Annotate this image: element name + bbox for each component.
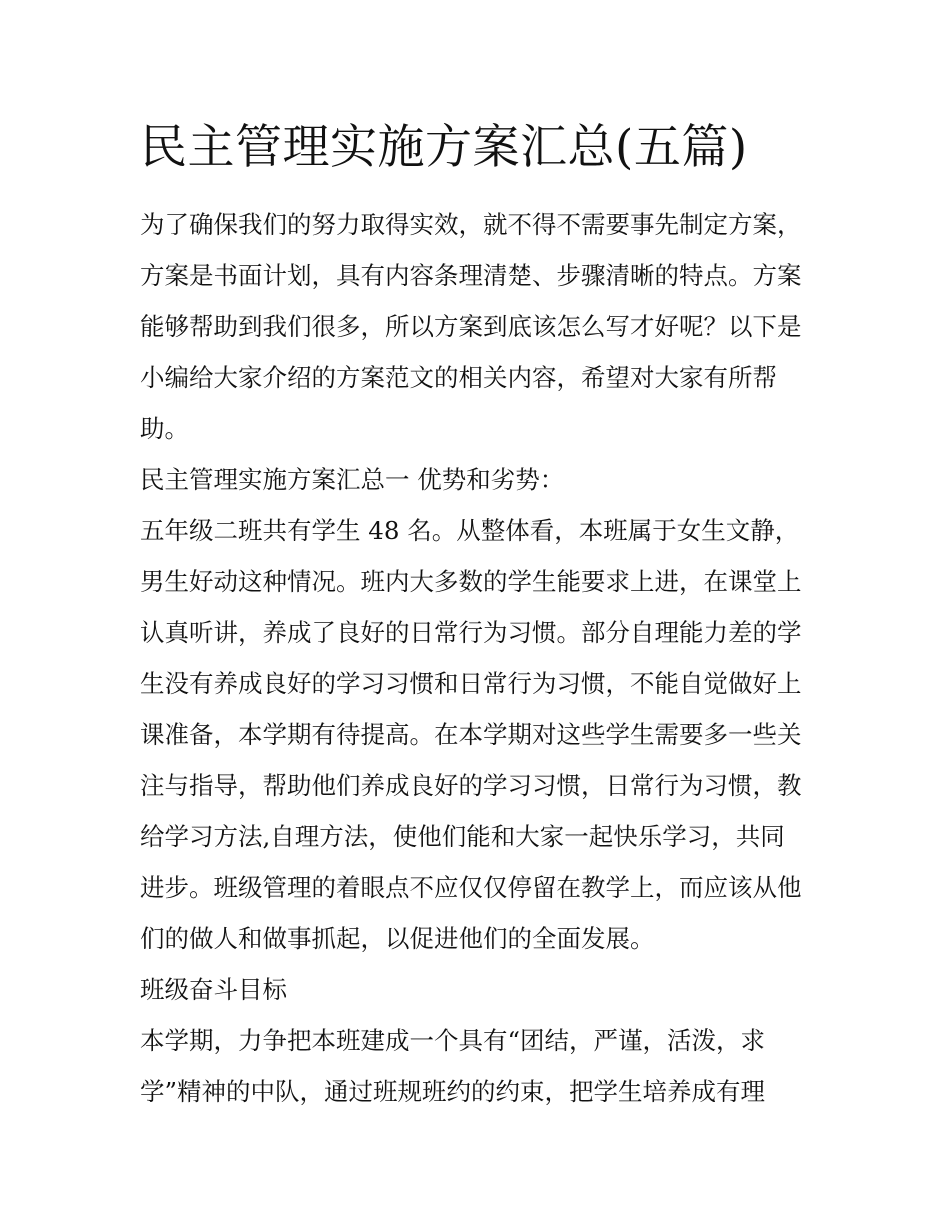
text-line: 给学习方法,自理方法，使他们能和大家一起快乐学习，共同 — [140, 822, 785, 851]
text-line: 课准备，本学期有待提高。在本学期对这些学生需要多一些关 — [140, 720, 802, 749]
text-line: 能够帮助到我们很多，所以方案到底该怎么写才好呢？以下是 — [140, 312, 802, 341]
text-line: 进步。班级管理的着眼点不应仅仅停留在教学上，而应该从他 — [140, 873, 802, 902]
text-line: 学”精神的中队，通过班规班约的约束，把学生培养成有理 — [140, 1077, 766, 1106]
section-heading: 班级奋斗目标 — [140, 975, 287, 1004]
text-line: 生没有养成良好的学习习惯和日常行为习惯，不能自觉做好上 — [140, 669, 802, 698]
document-body — [140, 199, 830, 1117]
text-line: 方案是书面计划，具有内容条理清楚、步骤清晰的特点。方案 — [140, 261, 802, 290]
text-line: 们的做人和做事抓起，以促进他们的全面发展。 — [140, 924, 655, 953]
text-line: 助。 — [140, 414, 189, 443]
text-line: 注与指导，帮助他们养成良好的学习习惯，日常行为习惯，教 — [140, 771, 802, 800]
text-line: 小编给大家介绍的方案范文的相关内容，希望对大家有所帮 — [140, 363, 777, 392]
text-line: 为了确保我们的努力取得实效，就不得不需要事先制定方案， — [140, 210, 802, 239]
text-line: 本学期，力争把本班建成一个具有“团结，严谨，活泼，求 — [140, 1026, 766, 1055]
section-heading: 民主管理实施方案汇总一 优势和劣势： — [140, 465, 565, 494]
text-line: 男生好动这种情况。班内大多数的学生能要求上进，在课堂上 — [140, 567, 802, 596]
text-line: 五年级二班共有学生 48 名。从整体看，本班属于女生文静， — [140, 516, 800, 545]
text-line: 认真听讲，养成了良好的日常行为习惯。部分自理能力差的学 — [140, 618, 802, 647]
document-title: 民主管理实施方案汇总(五篇) — [140, 120, 748, 175]
